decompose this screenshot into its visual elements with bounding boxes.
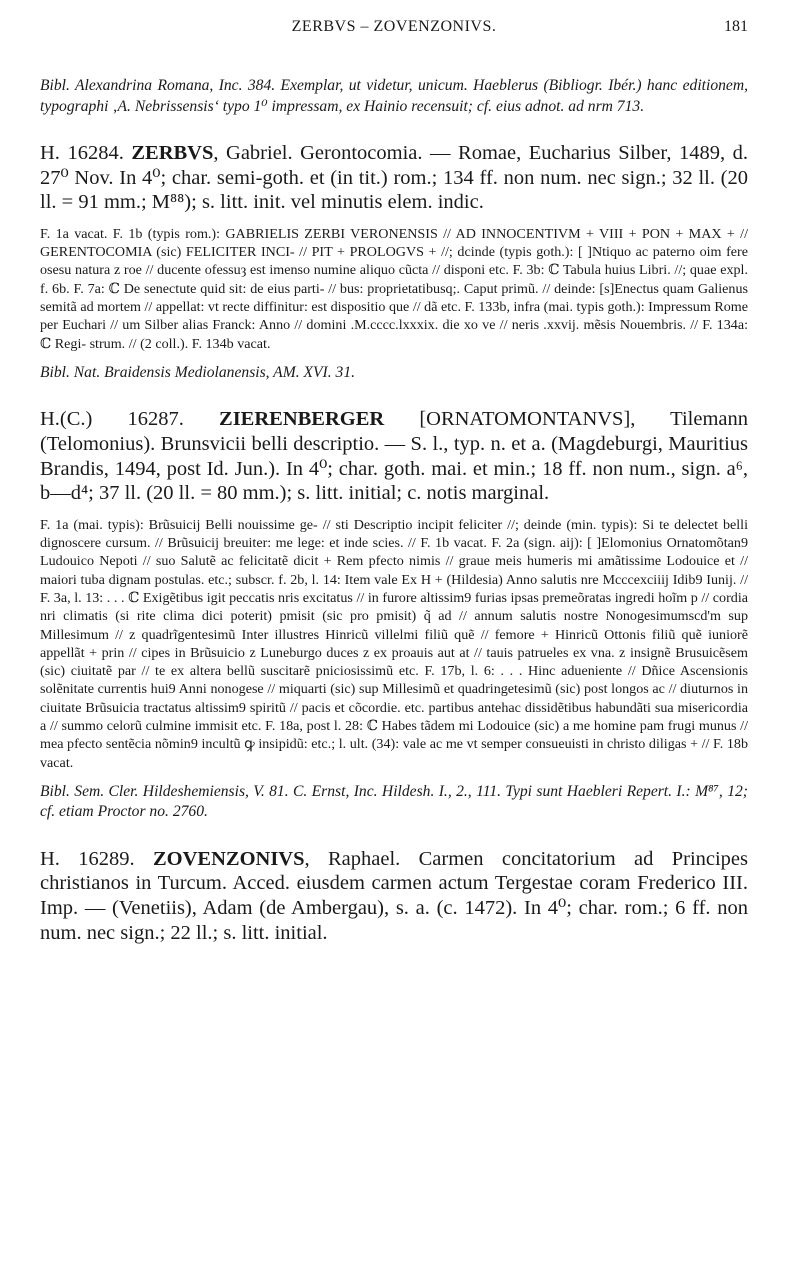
bibliography-line: Bibl. Nat. Braidensis Mediolanensis, AM. XVI. 31. [40,363,356,381]
entry-title: [ORNATOMONTANVS], Tilemann (Telomonius). Brunsvicii belli descriptio. — S. l., typ. n. et a. (Magdeburgi, Mauritius Brandis, 1494, post Id. Jun.). In 4⁰; char. goth. mai. et min.; 18 ff. non num., sign. a⁶, b—d⁴; 37 ll. (20 ll. = 80 mm.); s. litt. initial; c. notis marginal. [40,408,748,505]
running-head [40,18,748,42]
catalog-entry [40,847,748,945]
entry-title: Gabriel. Gerontocomia. — Romae, Eucharius Silber, 1489, d. 27⁰ Nov. In 4⁰; char. semi-goth. et (in tit.) rom.; 134 ff. non num. nec sign.; 32 ll. (20 ll. = 91 mm.; M⁸⁸); s. litt. init. vel minutis elem. indic. [40,142,749,214]
entry-bibliography [40,782,748,823]
entry-bibliography [40,363,748,384]
entry-author: ZIERENBERGER [219,408,385,431]
bibliography-line: Bibl. Sem. Cler. Hildeshemiensis, V. 81. C. Ernst, Inc. Hildesh. I., 2., 111. Typi sunt Haebleri Repert. I.: M⁸⁷, 12; cf. etiam Proctor no. 2760. [40,782,748,821]
entry-heading: H. 16289. ZOVENZONIVS, Raphael. Carmen concitatorium ad Principes christianos in Turcum. Acced. eiusdem carmen actum Tergestae coram Frederico III. Imp. — (Venetiis), Adam (de Ambergau), s. a. (c. 1472). In 4⁰; char. rom.; 6 ff. non num. nec sign.; 22 ll.; s. litt. initial. [40,847,749,944]
entry-number: H. 16289. [40,847,135,870]
entry-author: ZERBVS [131,142,214,164]
entry-description: F. 1a vacat. F. 1b (typis rom.): GABRIELIS ZERBI VERONENSIS // AD INNOCENTIVM + VIII + PON + MAX + // GERENTOCOMIA (sic) FELICITER INCI- // PIT + PROLOGVS + //; dcinde (typis goth.): [ ]Ntiquo ac paterno oim fere osesu natura z roe // ducente ofessuȝ est imenso numine aliquo cũcta // disponi etc. F. 3b: ℂ Tabula huius Libri. //; quae expl. f. 6b. F. 7a: ℂ De senectute quid sit: de eius parti- // bus: proprietatibusq;. Caput primũ. // deinde: [s]Enectus quam Galienus semitã ad mortem // appellat: vt recte diffinitur: est dispositio que // dã etc. F. 133b, infra (mai. typis goth.): Impressum Rome per Euchari // um Silber alias Franck: Anno // domini .M.cccc.lxxxix. die xo ve // neris .xxvij. mẽsis Nouembris. // F. 134a: ℂ Regi- strum. // (2 coll.). F. 134b vacat. [40,225,748,352]
catalog-entry [40,407,748,823]
catalog-entry [40,141,748,383]
entry-heading: H. 16284. ZERBVS, Gabriel. Gerontocomia. — Romae, Eucharius Silber, 1489, d. 27⁰ Nov. In 4⁰; char. semi-goth. et (in tit.) rom.; 134 ff. non num. nec sign.; 32 ll. (20 ll. = 91 mm.; M⁸⁸); s. litt. init. vel minutis elem. indic. [40,142,749,214]
entry-number: H. 16284. [40,142,124,164]
running-title: ZERBVS – ZOVENZONIVS. [291,18,497,35]
entry-author: ZOVENZONIVS [153,847,305,870]
entry-title: Raphael. Carmen concitatorium ad Principes christianos in Turcum. Acced. eiusdem carmen actum Tergestae coram Frederico III. Imp. — (Venetiis), Adam (de Ambergau), s. a. (c. 1472). In 4⁰; char. rom.; 6 ff. non num. nec sign.; 22 ll.; s. litt. initial. [40,847,749,944]
page-number: 181 [724,18,748,35]
entry-description: F. 1a (mai. typis): Brũsuicij Belli nouissime ge- // sti Descriptio incipit feliciter //; deinde (min. typis): Si te delectet belli dignoscere cursum. // Brũsuicij breuiter: me lege: et inde scies. // F. 1b vacat. F. 2a (sign. aij): [ ]Elomonius Ornatomõtan9 Ludouico Nepoti // suo Salutẽ ac felicitatẽ dicit + Rem pfecto nimis // graue meis humeris mi amãtissime Lodouice et // maiori tuba dignam postulas. etc.; subscr. f. 2b, l. 14: Item vale Ex H + (Hildesia) Anno salutis nre Mcccexciiij Idib9 Iunij. // F. 3a, l. 13: . . . ℂ Exigẽtibus igit peccatis nris excitatus // in furore altissim9 furias ipsas premeõratas ingredi hoĩm p // cordia nri climatis (si rite clima dici poterit) pmisit (sic pro pmisit) q̃ ad // annum salutis nostre Nonogesimumscd'm sup Millesimum // z quadrĩgentesimũ Inter illustres Hinricũ villelmi filiũ quẽ // femore + Hinricũ Ottonis filiũ quẽ iuniorẽ appellãt + prin // cipes in Brũsuicio z Luneburgo duces z ex proauis aut at // tauis patrueles ex vna. z insignẽ Brusuicẽsem (sic) ciuitatẽ par // te ex altera bellũ suscitarẽ pniciosissimũ etc. F. 17b, l. 6: . . . Hinc adueniente // Dñice Ascensionis solẽnitate currentis hui9 Anni nonogese // miquarti (sic) sup Millesimũ et quadringetesimũ (sic) post longos ac // diuturnos in ciuitate Brũsuicia tractatus altissim9 spiritũ // pacis et cõcordie. etc. partibus antehac dissidẽtibus habundãti sua misericordia a // summo celorũ culmine immisit etc. F. 18a, post l. 28: ℂ Habes tãdem mi Lodouice (sic) a me homine pam frugi munus // mea pfecto sentẽcia nõmin9 incultũ ꝙ insipidũ: etc.; l. ult. (34): vale ac me vt semper consueuisti in christo diligas + // F. 18b vacat. [40,516,748,771]
entry-heading [40,407,748,505]
intro-bibliographic-note: Bibl. Alexandrina Romana, Inc. 384. Exemplar, ut videtur, unicum. Haeblerus (Bibliogr. Ibér.) hanc editionem, typographi ‚A. Nebrissensis‘ typo 1⁰ impressam, ex Hainio recensuit; cf. eius adnot. ad nrm 713. [40,77,748,115]
entry-number: H.(C.) 16287. [40,408,184,431]
